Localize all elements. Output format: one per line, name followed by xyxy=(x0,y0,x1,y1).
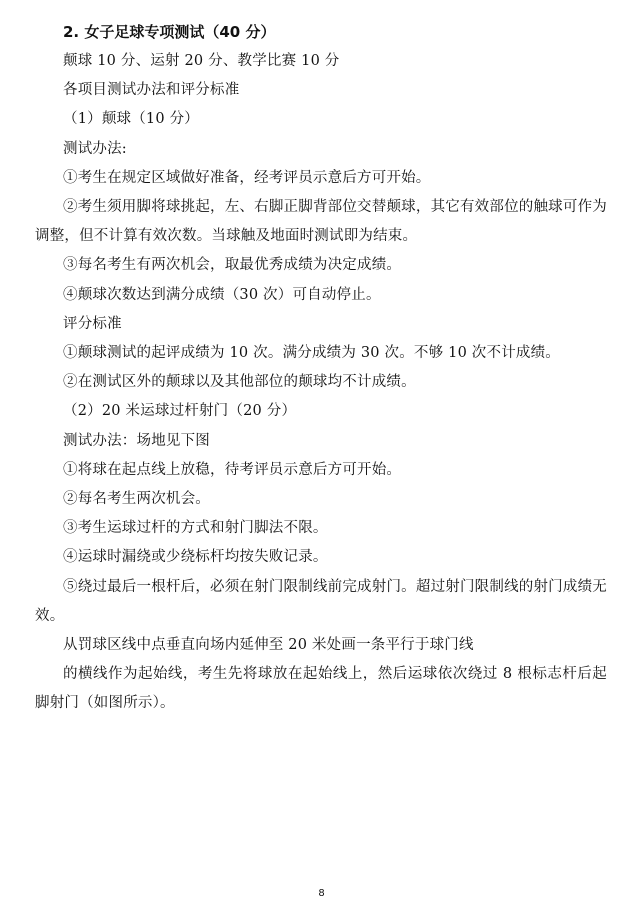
paragraph-scoring-rule-2: ②在测试区外的颠球以及其他部位的颠球均不计成绩。 xyxy=(63,374,416,391)
paragraph-juggling-rule-4: ④颠球次数达到满分成绩（30 次）可自动停止。 xyxy=(63,286,381,303)
paragraph-field-setup-2: 的横线作为起始线，考生先将球放在起始线上，然后运球依次绕过 8 根标志杆后起脚射门（如图所示）。 xyxy=(35,666,607,712)
paragraph-juggling-rule-1: ①考生在规定区域做好准备，经考评员示意后方可开始。 xyxy=(63,169,431,186)
paragraph-methods-heading: 各项目测试办法和评分标准 xyxy=(63,82,240,99)
page-number: 8 xyxy=(318,888,325,899)
paragraph-juggling-rule-3: ③每名考生有两次机会，取最优秀成绩为决定成绩。 xyxy=(63,257,402,274)
paragraph-scoring-standard-label: 评分标准 xyxy=(63,315,122,332)
paragraph-dribble-method-label: 测试办法：场地见下图 xyxy=(63,432,210,449)
paragraph-field-setup-1: 从罚球区线中点垂直向场内延伸至 20 米处画一条平行于球门线 xyxy=(63,637,474,654)
paragraph-dribble-rule-5: ⑤绕过最后一根杆后，必须在射门限制线前完成射门。超过射门限制线的射门成绩无效。 xyxy=(35,578,607,624)
paragraph-juggling-title: （1）颠球（10 分） xyxy=(63,111,199,128)
paragraph-dribble-rule-3: ③考生运球过杆的方式和射门脚法不限。 xyxy=(63,520,328,537)
paragraph-scoring-summary: 颠球 10 分、运射 20 分、教学比赛 10 分 xyxy=(63,53,340,69)
paragraph-dribble-rule-4: ④运球时漏绕或少绕标杆均按失败记录。 xyxy=(63,549,328,566)
paragraph-dribble-title: （2）20 米运球过杆射门（20 分） xyxy=(63,403,297,420)
section-title: 2. 女子足球专项测试（40 分） xyxy=(63,23,276,41)
document-body xyxy=(35,18,607,719)
paragraph-scoring-rule-1: ①颠球测试的起评成绩为 10 次。满分成绩为 30 次。不够 10 次不计成绩。 xyxy=(63,345,561,362)
paragraph-juggling-rule-2: ②考生须用脚将球挑起，左、右脚正脚背部位交替颠球，其它有效部位的触球可作为调整，但不计算有效次数。当球触及地面时测试即为结束。 xyxy=(35,199,607,245)
paragraph-dribble-rule-1: ①将球在起点线上放稳，待考评员示意后方可开始。 xyxy=(63,461,402,478)
paragraph-test-method-label: 测试办法: xyxy=(63,140,127,157)
paragraph-dribble-rule-2: ②每名考生两次机会。 xyxy=(63,491,210,508)
